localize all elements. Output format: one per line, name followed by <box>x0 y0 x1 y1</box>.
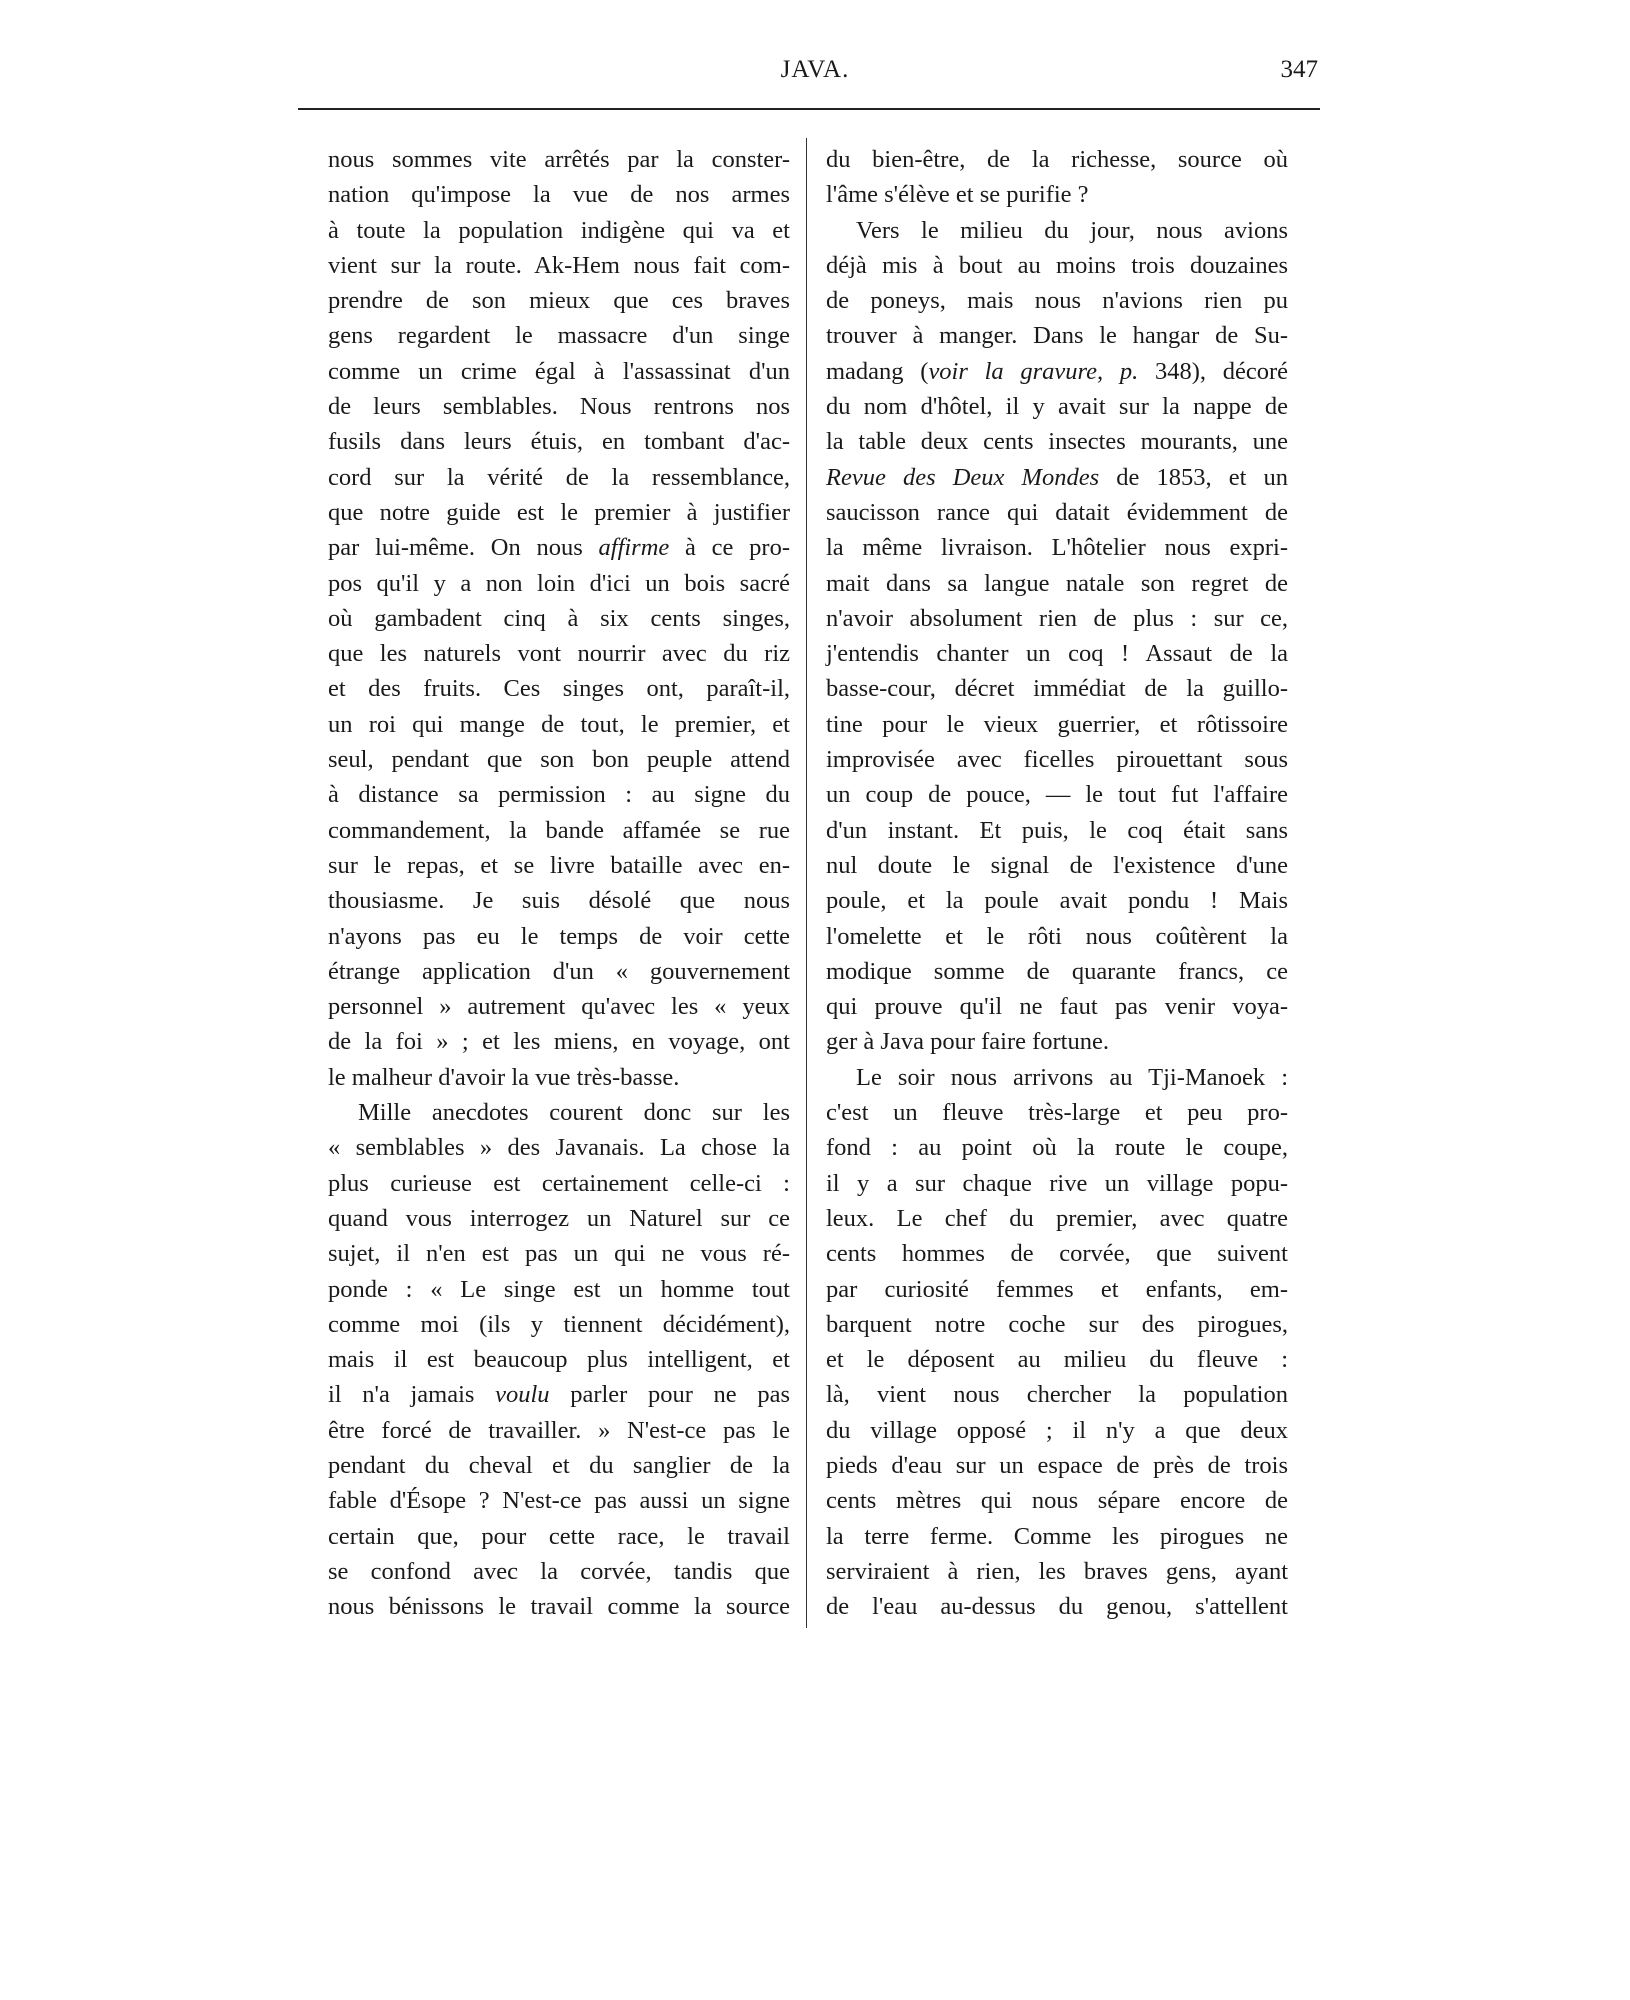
text-line <box>826 424 1288 459</box>
text-line <box>328 813 790 848</box>
text-line <box>826 989 1288 1024</box>
text-span: quand vous interrogez un Naturel sur ce <box>328 1204 790 1232</box>
text-line <box>826 530 1288 565</box>
text-column-left <box>328 142 790 1624</box>
text-line <box>328 142 790 177</box>
text-line <box>826 283 1288 318</box>
text-span: madang ( <box>826 357 929 385</box>
text-span: de poneys, mais nous n'avions rien pu <box>826 287 1288 315</box>
text-line <box>328 1060 790 1095</box>
text-line <box>826 954 1288 989</box>
text-line <box>328 1201 790 1236</box>
text-span: Le soir nous arrivons au Tji-Manoek : <box>856 1063 1288 1091</box>
text-line <box>826 318 1288 353</box>
text-span: se confond avec la corvée, tandis que <box>328 1557 790 1585</box>
text-span: fusils dans leurs étuis, en tombant d'ac- <box>328 428 790 456</box>
text-span: ger à Java pour faire fortune. <box>826 1028 1109 1056</box>
header-rule <box>298 108 1320 110</box>
text-span: parler pour ne pas <box>549 1381 790 1409</box>
italic-text: affirme <box>598 534 670 562</box>
text-span: et des fruits. Ces singes ont, paraît-il, <box>328 675 790 703</box>
text-line <box>328 354 790 389</box>
text-span: basse-cour, décret immédiat de la guillo- <box>826 675 1288 703</box>
text-line <box>826 601 1288 636</box>
text-span: qui prouve qu'il ne faut pas venir voya- <box>826 993 1288 1021</box>
text-line <box>826 742 1288 777</box>
text-line <box>826 1095 1288 1130</box>
text-line <box>328 389 790 424</box>
text-span: l'âme s'élève et se purifie ? <box>826 181 1089 209</box>
text-span: là, vient nous chercher la population <box>826 1381 1288 1409</box>
text-line <box>826 777 1288 812</box>
text-line <box>826 1448 1288 1483</box>
text-span: l'omelette et le rôti nous coûtèrent la <box>826 922 1288 950</box>
text-line <box>826 1236 1288 1271</box>
text-span: à distance sa permission : au signe du <box>328 781 790 809</box>
text-span: barquent notre coche sur des pirogues, <box>826 1310 1288 1338</box>
text-line <box>826 813 1288 848</box>
text-line <box>826 1342 1288 1377</box>
text-line <box>328 1519 790 1554</box>
text-span: thousiasme. Je suis désolé que nous <box>328 887 790 915</box>
text-span: à ce pro- <box>669 534 790 562</box>
text-line <box>328 460 790 495</box>
text-span: vient sur la route. Ak-Hem nous fait com- <box>328 251 790 279</box>
text-line <box>826 1307 1288 1342</box>
text-span: du village opposé ; il n'y a que deux <box>826 1416 1288 1444</box>
text-line <box>826 495 1288 530</box>
text-span: et le déposent au milieu du fleuve : <box>826 1346 1288 1374</box>
text-line <box>328 954 790 989</box>
text-line <box>826 1483 1288 1518</box>
text-span: n'ayons pas eu le temps de voir cette <box>328 922 790 950</box>
column-divider <box>806 138 807 1628</box>
text-line <box>826 213 1288 248</box>
text-span: Mille anecdotes courent donc sur les <box>358 1099 790 1127</box>
text-line <box>826 1130 1288 1165</box>
text-line <box>826 1413 1288 1448</box>
text-line <box>328 1589 790 1624</box>
text-line <box>328 1024 790 1059</box>
text-line <box>328 1413 790 1448</box>
text-span: trouver à manger. Dans le hangar de Su- <box>826 322 1288 350</box>
text-line <box>826 671 1288 706</box>
text-span: c'est un fleuve très-large et peu pro- <box>826 1099 1288 1127</box>
text-line <box>328 566 790 601</box>
text-line <box>826 177 1288 212</box>
text-span: nous sommes vite arrêtés par la conster- <box>328 146 790 173</box>
text-line <box>826 566 1288 601</box>
text-span: étrange application d'un « gouvernement <box>328 957 790 985</box>
text-column-right <box>826 142 1288 1624</box>
text-span: pieds d'eau sur un espace de près de trois <box>826 1451 1288 1479</box>
text-span: il n'a jamais <box>328 1381 496 1409</box>
text-span: Vers le milieu du jour, nous avions <box>856 216 1288 244</box>
text-line <box>328 1236 790 1271</box>
text-span: poule, et la poule avait pondu ! Mais <box>826 887 1288 915</box>
text-line <box>328 989 790 1024</box>
text-line <box>826 1377 1288 1412</box>
text-span: leux. Le chef du premier, avec quatre <box>826 1204 1288 1232</box>
text-span: mait dans sa langue natale son regret de <box>826 569 1288 597</box>
text-line <box>328 848 790 883</box>
text-span: cents mètres qui nous sépare encore de <box>826 1487 1288 1515</box>
text-span: n'avoir absolument rien de plus : sur ce, <box>826 604 1288 632</box>
text-span: la table deux cents insectes mourants, une <box>826 428 1288 456</box>
text-span: seul, pendant que son bon peuple attend <box>328 746 790 774</box>
text-span: la terre ferme. Comme les pirogues ne <box>826 1522 1288 1550</box>
text-span: serviraient à rien, les braves gens, ayant <box>826 1557 1288 1585</box>
text-span: un roi qui mange de tout, le premier, et <box>328 710 790 738</box>
text-span: personnel » autrement qu'avec les « yeux <box>328 993 790 1021</box>
text-span: du bien-être, de la richesse, source où <box>826 146 1288 173</box>
text-line <box>328 777 790 812</box>
text-line <box>328 1272 790 1307</box>
text-line <box>328 213 790 248</box>
text-line <box>328 671 790 706</box>
running-title: JAVA. <box>780 56 850 83</box>
text-line <box>826 1024 1288 1059</box>
text-span: par lui-même. On nous <box>328 534 599 562</box>
text-line <box>826 1519 1288 1554</box>
text-line <box>328 1130 790 1165</box>
text-span: la même livraison. L'hôtelier nous expri- <box>826 534 1288 562</box>
text-span: pos qu'il y a non loin d'ici un bois sacré <box>328 569 790 597</box>
text-span: pendant du cheval et du sanglier de la <box>328 1451 790 1479</box>
text-line <box>328 1554 790 1589</box>
text-line <box>328 742 790 777</box>
text-span: saucisson rance qui datait évidemment de <box>826 498 1288 526</box>
text-span: j'entendis chanter un coq ! Assaut de la <box>826 640 1288 668</box>
text-span: nul doute le signal de l'existence d'une <box>826 851 1288 879</box>
text-span: être forcé de travailler. » N'est-ce pas le <box>328 1416 790 1444</box>
text-span: tine pour le vieux guerrier, et rôtissoire <box>826 710 1288 738</box>
text-line <box>328 283 790 318</box>
text-span: fond : au point où la route le coupe, <box>826 1134 1288 1162</box>
text-span: sur le repas, et se livre bataille avec en- <box>328 851 790 879</box>
text-span: il y a sur chaque rive un village popu- <box>826 1169 1288 1197</box>
text-line <box>328 1342 790 1377</box>
text-line <box>826 1272 1288 1307</box>
text-span: où gambadent cinq à six cents singes, <box>328 604 790 632</box>
text-line <box>826 389 1288 424</box>
text-span: par curiosité femmes et enfants, em- <box>826 1275 1288 1303</box>
text-line <box>826 919 1288 954</box>
text-span: comme moi (ils y tiennent décidément), <box>328 1310 790 1338</box>
text-line <box>826 248 1288 283</box>
page-number: 347 <box>1280 56 1318 83</box>
text-line <box>328 248 790 283</box>
text-span: à toute la population indigène qui va et <box>328 216 790 244</box>
text-line <box>328 1448 790 1483</box>
text-span: du nom d'hôtel, il y avait sur la nappe de <box>826 393 1288 421</box>
text-line <box>328 495 790 530</box>
text-span: cord sur la vérité de la ressemblance, <box>328 463 790 491</box>
text-span: 348), décoré <box>1138 357 1289 385</box>
text-line <box>328 318 790 353</box>
text-line <box>328 707 790 742</box>
text-span: que les naturels vont nourrir avec du riz <box>328 640 790 668</box>
text-span: prendre de son mieux que ces braves <box>328 287 790 315</box>
text-line <box>328 177 790 212</box>
italic-text: voir la gravure, p. <box>928 357 1139 385</box>
text-span: modique somme de quarante francs, ce <box>826 957 1288 985</box>
text-line <box>826 848 1288 883</box>
text-span: « semblables » des Javanais. La chose la <box>328 1134 790 1162</box>
text-span: mais il est beaucoup plus intelligent, et <box>328 1346 790 1374</box>
text-span: de leurs semblables. Nous rentrons nos <box>328 393 790 421</box>
text-line <box>328 424 790 459</box>
text-span: certain que, pour cette race, le travail <box>328 1522 790 1550</box>
text-span: improvisée avec ficelles pirouettant sous <box>826 746 1288 774</box>
text-span: commandement, la bande affamée se rue <box>328 816 790 844</box>
italic-text: voulu <box>495 1381 550 1409</box>
text-line <box>328 1307 790 1342</box>
text-span: nation qu'impose la vue de nos armes <box>328 181 790 209</box>
text-span: le malheur d'avoir la vue très-basse. <box>328 1063 680 1091</box>
text-line <box>826 883 1288 918</box>
text-line <box>328 919 790 954</box>
text-line <box>826 460 1288 495</box>
text-line <box>826 707 1288 742</box>
text-line <box>328 1095 790 1130</box>
text-span: sujet, il n'en est pas un qui ne vous ré- <box>328 1240 790 1268</box>
text-line <box>826 636 1288 671</box>
text-line <box>328 1483 790 1518</box>
text-line <box>328 530 790 565</box>
text-line <box>328 601 790 636</box>
text-span: un coup de pouce, — le tout fut l'affaire <box>826 781 1288 809</box>
text-span: ponde : « Le singe est un homme tout <box>328 1275 790 1303</box>
text-line <box>328 1166 790 1201</box>
text-span: de 1853, et un <box>1099 463 1288 491</box>
text-line <box>826 1166 1288 1201</box>
text-span: comme un crime égal à l'assassinat d'un <box>328 357 790 385</box>
text-line <box>328 1377 790 1412</box>
text-line <box>826 1060 1288 1095</box>
text-line <box>826 142 1288 177</box>
text-span: nous bénissons le travail comme la source <box>328 1593 790 1621</box>
text-span: fable d'Ésope ? N'est-ce pas aussi un signe <box>328 1487 790 1515</box>
text-span: de la foi » ; et les miens, en voyage, ont <box>328 1028 790 1056</box>
text-line <box>826 354 1288 389</box>
text-span: gens regardent le massacre d'un singe <box>328 322 790 350</box>
text-span: plus curieuse est certainement celle-ci : <box>328 1169 790 1197</box>
italic-text: Revue des Deux Mondes <box>826 463 1100 491</box>
text-span: de l'eau au-dessus du genou, s'attellent <box>826 1593 1288 1621</box>
text-line <box>328 883 790 918</box>
text-line <box>826 1554 1288 1589</box>
text-span: d'un instant. Et puis, le coq était sans <box>826 816 1288 844</box>
text-line <box>826 1589 1288 1624</box>
text-span: que notre guide est le premier à justifier <box>328 498 790 526</box>
text-line <box>328 636 790 671</box>
text-span: cents hommes de corvée, que suivent <box>826 1240 1288 1268</box>
text-span: déjà mis à bout au moins trois douzaines <box>826 251 1288 279</box>
text-line <box>826 1201 1288 1236</box>
